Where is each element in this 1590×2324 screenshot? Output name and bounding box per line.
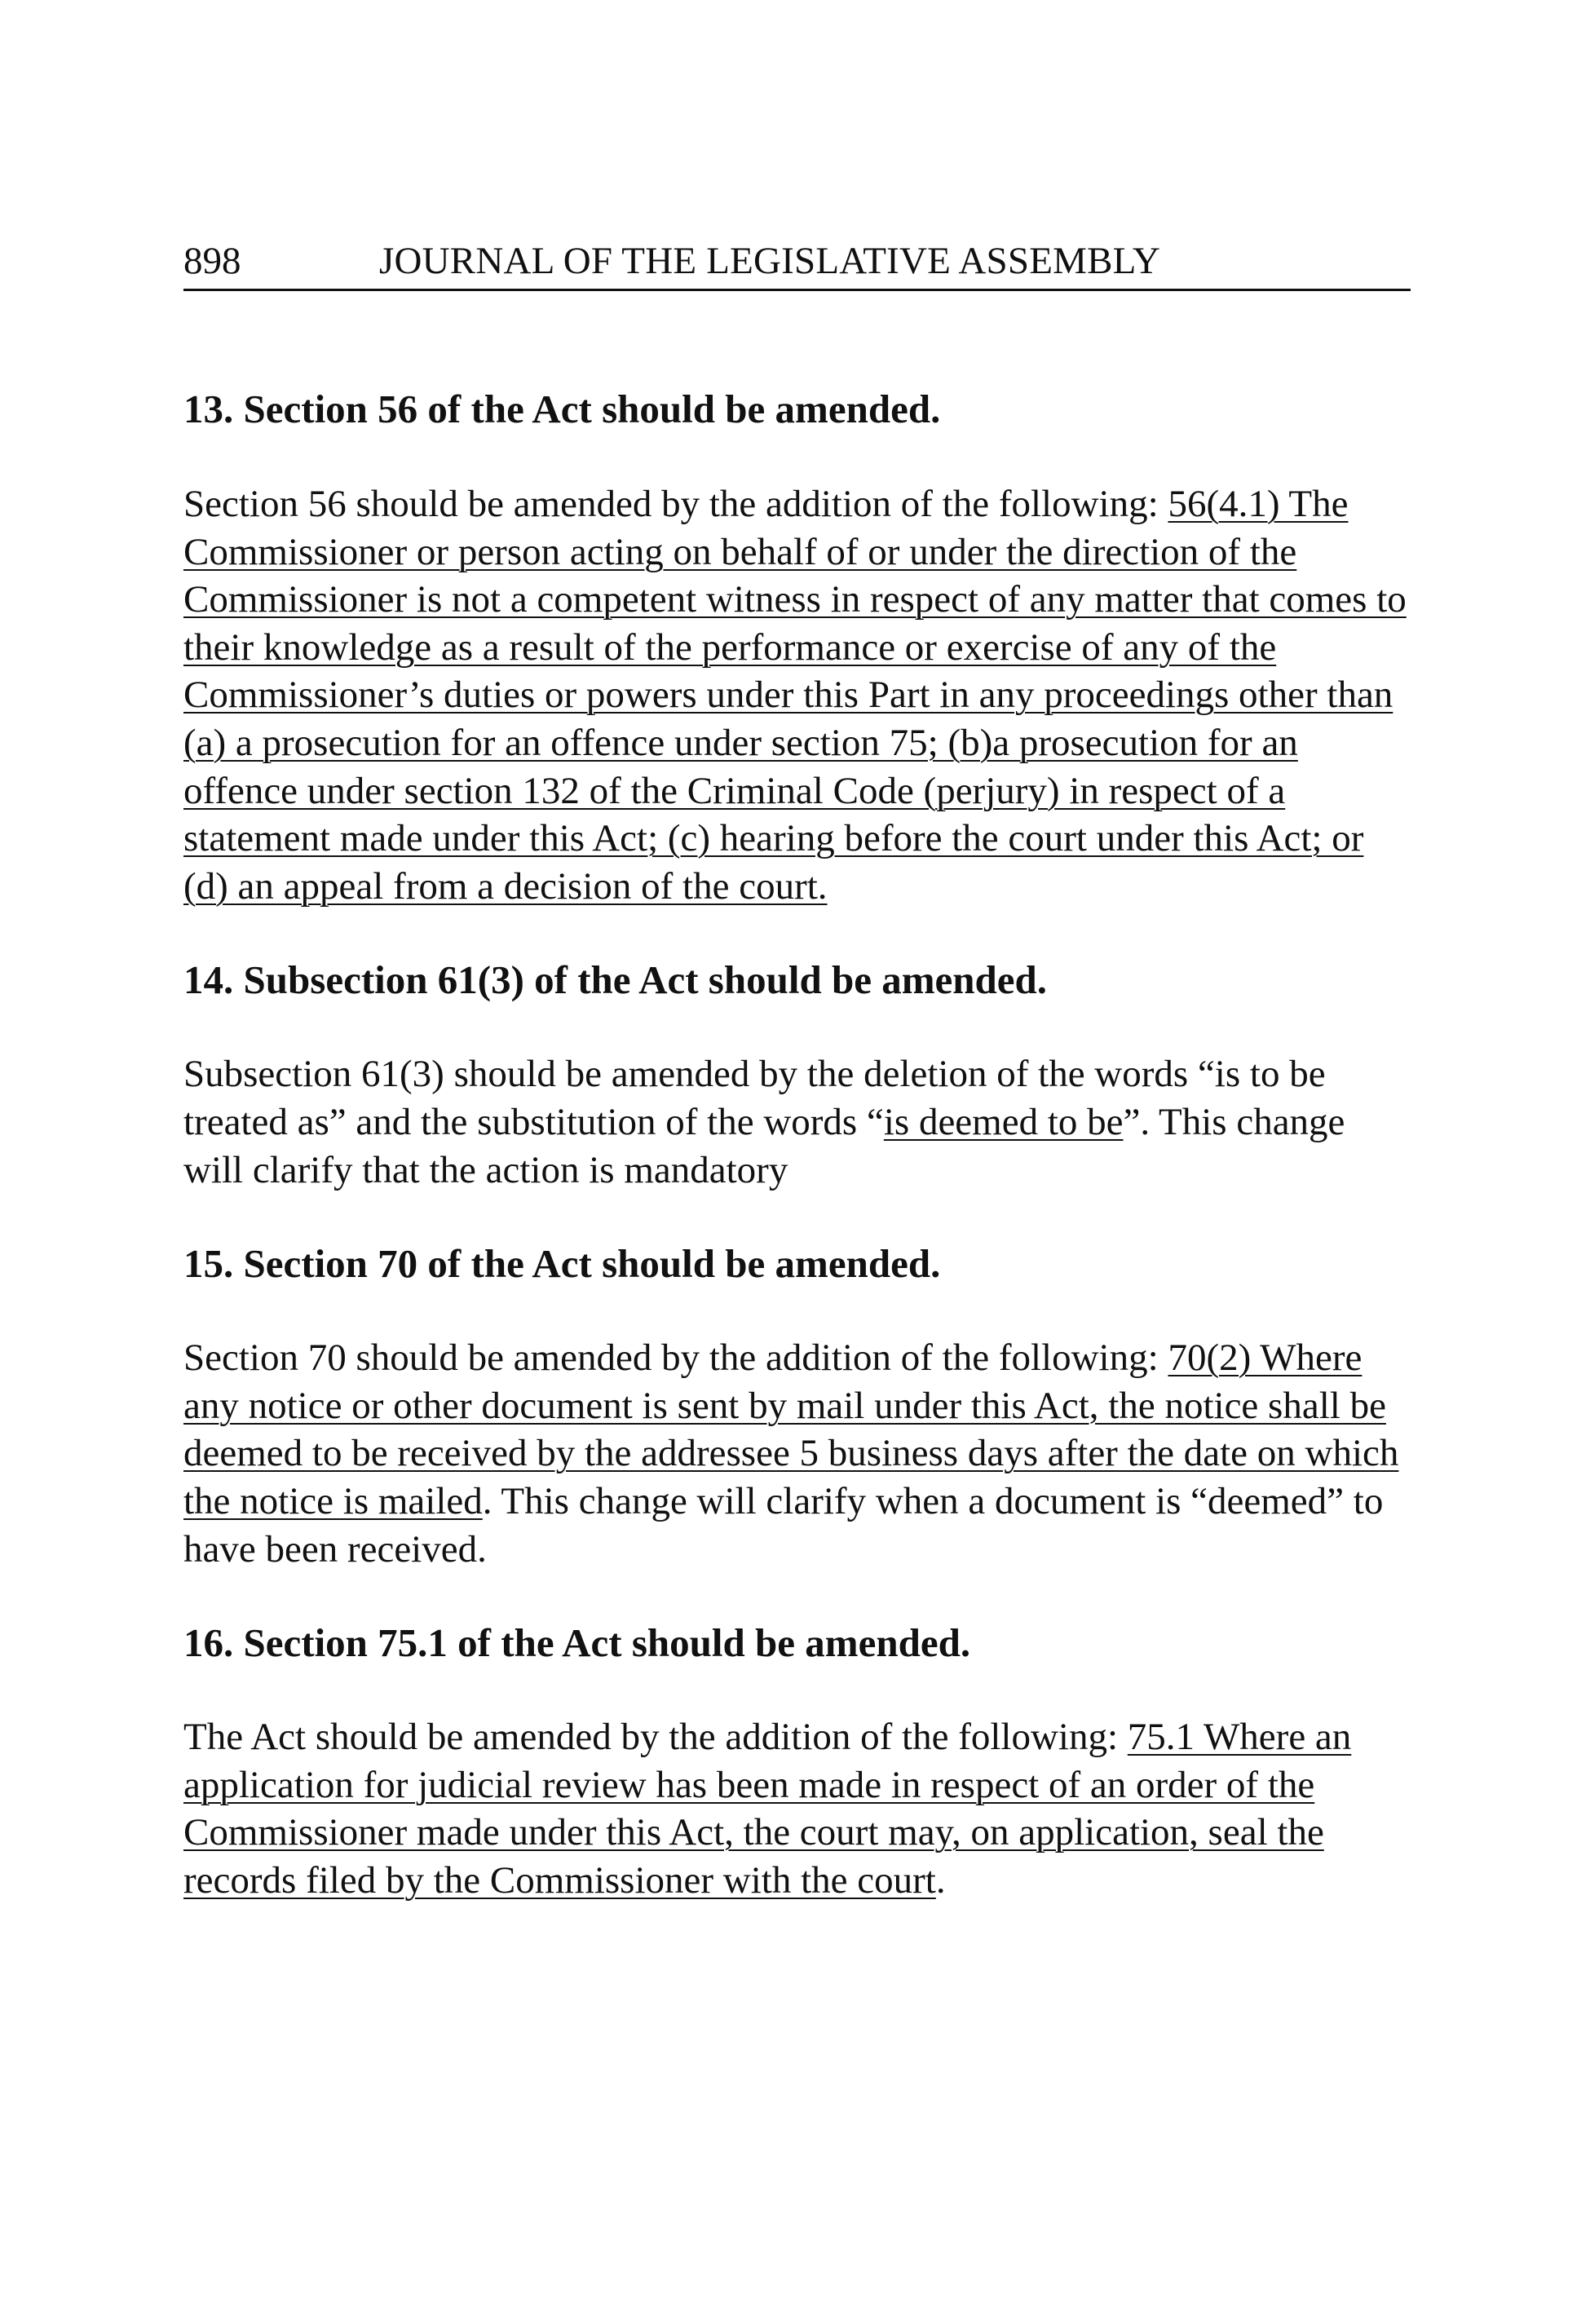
section-14-intro: Subsection 61(3) should be amended by the deletion of the words “is to be treated as” and the substitution of the words “ xyxy=(183,1053,1326,1143)
section-14-amendment-text: is deemed to be xyxy=(883,1100,1124,1143)
section-15-intro: Section 70 should be amended by the addition of the following: xyxy=(183,1337,1168,1380)
section-15-body xyxy=(183,1334,1411,1573)
section-13-amendment-text: 56(4.1) The Commissioner or person acting on behalf of or under the direction of the Commissioner is not a competent witness in respect of any matter that comes to their knowledge as a result of the performance or exercise of any of the Commissioner’s duties or powers under this Part in any proceedings other than (a) a prosecution for an offence under section 75; (b)a prosecution for an offence under section 132 of the Criminal Code (perjury) in respect of a statement made under this Act; (c) hearing before the court under this Act; or (d) an appeal from a decision of the court. xyxy=(183,483,1407,908)
section-16-amendment-text: 75.1 Where an application for judicial review has been made in respect of an order of the Commissioner made under this Act, the court may, on application, seal the records filed by the Commissioner with the court xyxy=(183,1716,1352,1902)
section-16-heading: 16. Section 75.1 of the Act should be amended. xyxy=(183,1620,971,1666)
document-page xyxy=(183,236,1411,1904)
section-16-body xyxy=(183,1713,1411,1904)
section-15-amendment-text: 70(2) Where any notice or other document is sent by mail under this Act, the notice shall be deemed to be received by the addressee 5 business days after the date on which the notice is mailed xyxy=(183,1337,1399,1522)
journal-title: JOURNAL OF THE LEGISLATIVE ASSEMBLY xyxy=(379,240,1160,282)
section-13-intro: Section 56 should be amended by the addition of the following: xyxy=(183,483,1168,525)
section-16-outro: . xyxy=(935,1858,946,1902)
section-13-heading: 13. Section 56 of the Act should be amended. xyxy=(183,387,941,431)
section-13-body xyxy=(183,480,1411,910)
section-14-outro: ”. This change will clarify that the action is mandatory xyxy=(183,1100,1345,1191)
section-15-outro: . This change will clarify when a document is “deemed” to have been received. xyxy=(183,1479,1384,1571)
section-16-intro: The Act should be amended by the addition of the following: xyxy=(183,1716,1128,1759)
section-14-body xyxy=(183,1050,1411,1194)
section-15-heading: 15. Section 70 of the Act should be amended. xyxy=(183,1241,941,1287)
page-number: 898 xyxy=(183,240,241,282)
section-14-heading: 14. Subsection 61(3) of the Act should be amended. xyxy=(183,957,1048,1003)
running-header xyxy=(183,236,1411,291)
